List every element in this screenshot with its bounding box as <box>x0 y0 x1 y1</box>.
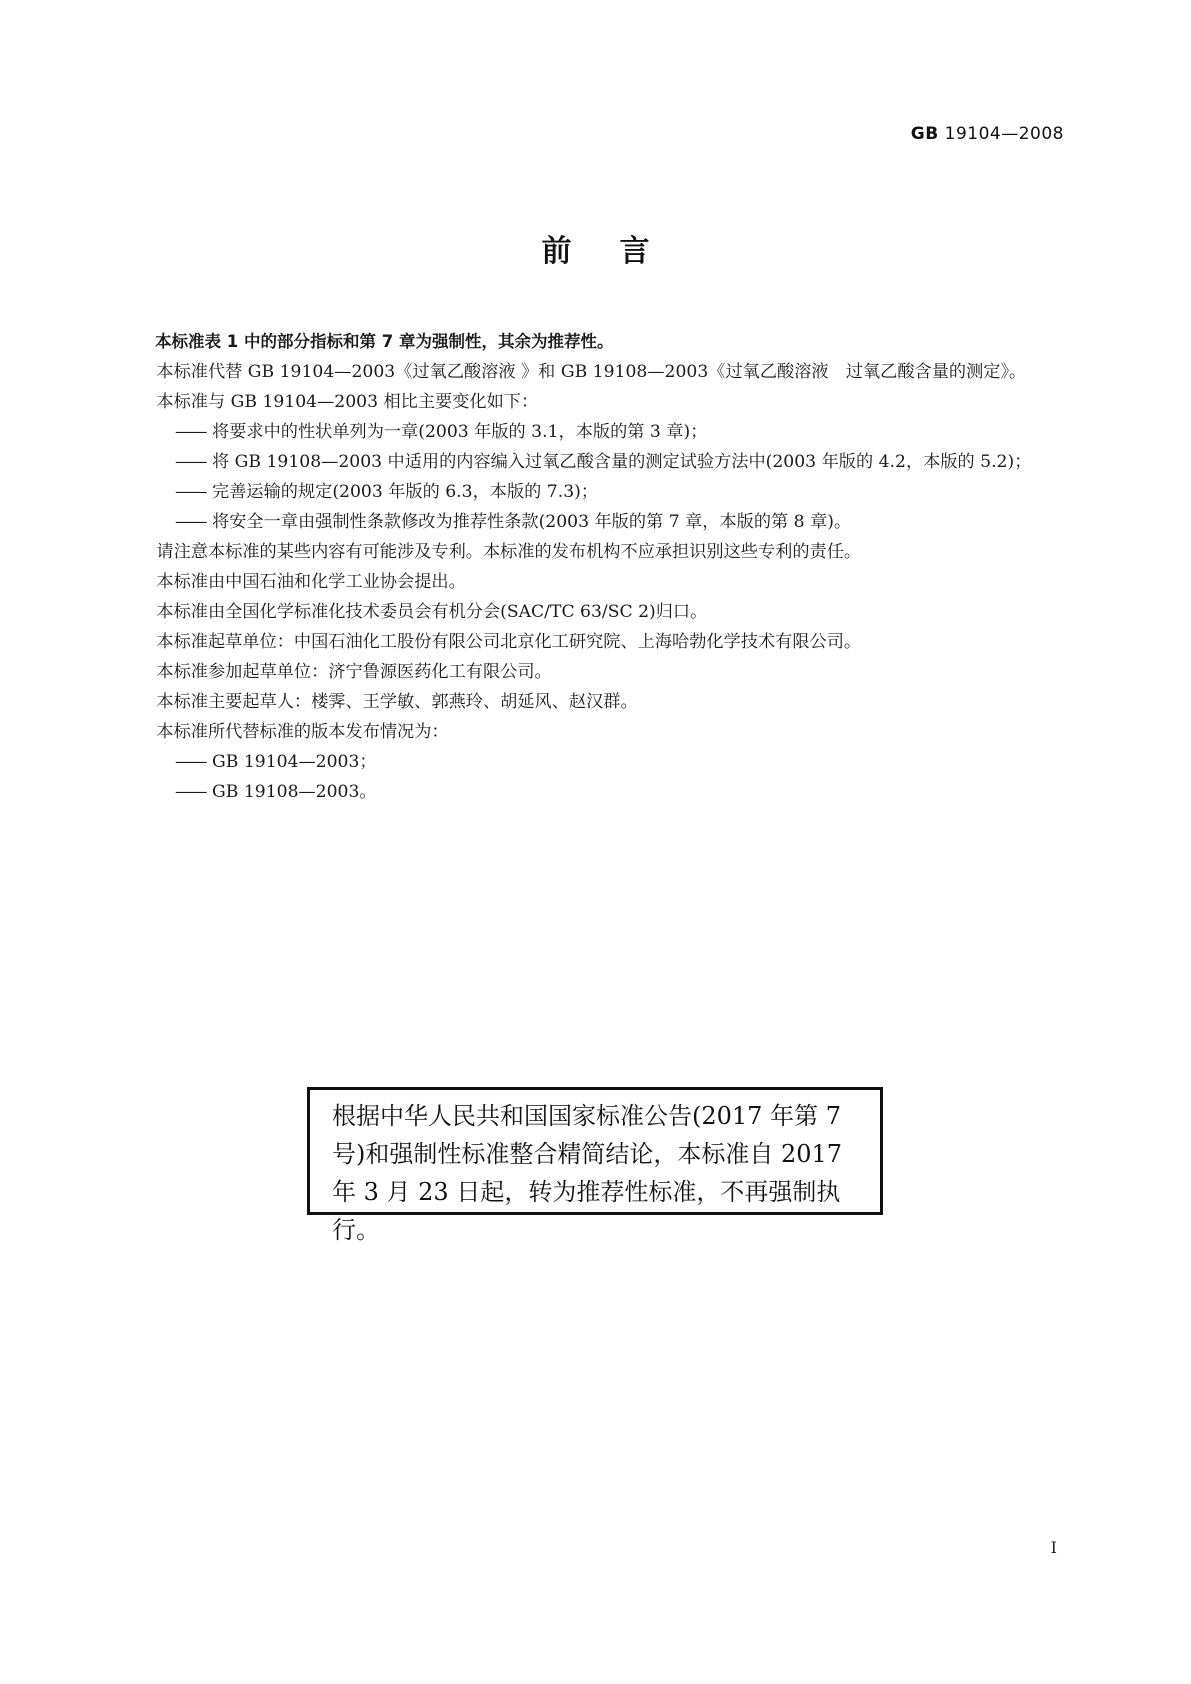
patent-notice: 请注意本标准的某些内容有可能涉及专利。本标准的发布机构不应承担识别这些专利的责任。 <box>156 542 862 562</box>
previous-edition-item: —— GB 19108—2003。 <box>122 777 1066 807</box>
participating-units: 本标准参加起草单位：济宁鲁源医药化工有限公司。 <box>156 662 552 682</box>
mandatory-statement: 本标准表 1 中的部分指标和第 7 章为强制性，其余为推荐性。 <box>155 332 614 351</box>
foreword-body <box>122 327 1066 807</box>
dash-mark: —— <box>175 452 206 472</box>
change-item: —— 将安全一章由强制性条款修改为推荐性条款(2003 年版的第 7 章，本版的第 8 章)。 <box>122 507 1066 537</box>
change-item: —— 完善运输的规定(2003 年版的 6.3，本版的 7.3)； <box>122 477 1066 507</box>
dash-mark: —— <box>175 782 206 802</box>
changes-intro: 本标准与 GB 19104—2003 相比主要变化如下： <box>156 392 539 412</box>
change-item: —— 将要求中的性状单列为一章(2003 年版的 3.1，本版的第 3 章)； <box>122 417 1066 447</box>
previous-edition-item: —— GB 19104—2003； <box>122 747 1066 777</box>
standard-number: 19104—2008 <box>944 124 1064 144</box>
previous-editions-intro: 本标准所代替标准的版本发布情况为： <box>156 722 449 742</box>
dash-mark: —— <box>175 512 206 532</box>
proposer-statement: 本标准由中国石油和化学工业协会提出。 <box>156 572 466 592</box>
drafting-units: 本标准起草单位：中国石油化工股份有限公司北京化工研究院、上海哈勃化学技术有限公司。 <box>156 632 862 652</box>
page-title: 前言 <box>541 234 698 269</box>
technical-committee-statement: 本标准由全国化学标准化技术委员会有机分会(SAC/TC 63/SC 2)归口。 <box>156 602 708 622</box>
dash-mark: —— <box>175 482 206 502</box>
dash-mark: —— <box>175 422 206 442</box>
standard-code-header <box>911 124 1064 144</box>
main-drafters: 本标准主要起草人：楼霁、王学敏、郭燕玲、胡延风、赵汉群。 <box>156 692 638 712</box>
page-number: I <box>1050 1538 1057 1557</box>
change-item: —— 将 GB 19108—2003 中适用的内容编入过氧乙酸含量的测定试验方法中(2003 年版的 4.2，本版的 5.2)； <box>122 447 1066 477</box>
standard-prefix: GB <box>910 124 939 144</box>
status-change-notice: 根据中华人民共和国国家标准公告(2017 年第 7 号)和强制性标准整合精简结论，本标准自 2017 年 3 月 23 日起，转为推荐性标准，不再强制执行。 <box>307 1087 883 1215</box>
dash-mark: —— <box>175 752 206 772</box>
replacement-statement: 本标准代替 GB 19104—2003《过氧乙酸溶液 》和 GB 19108—2003《过氧乙酸溶液 过氧乙酸含量的测定》。 <box>156 362 1027 382</box>
